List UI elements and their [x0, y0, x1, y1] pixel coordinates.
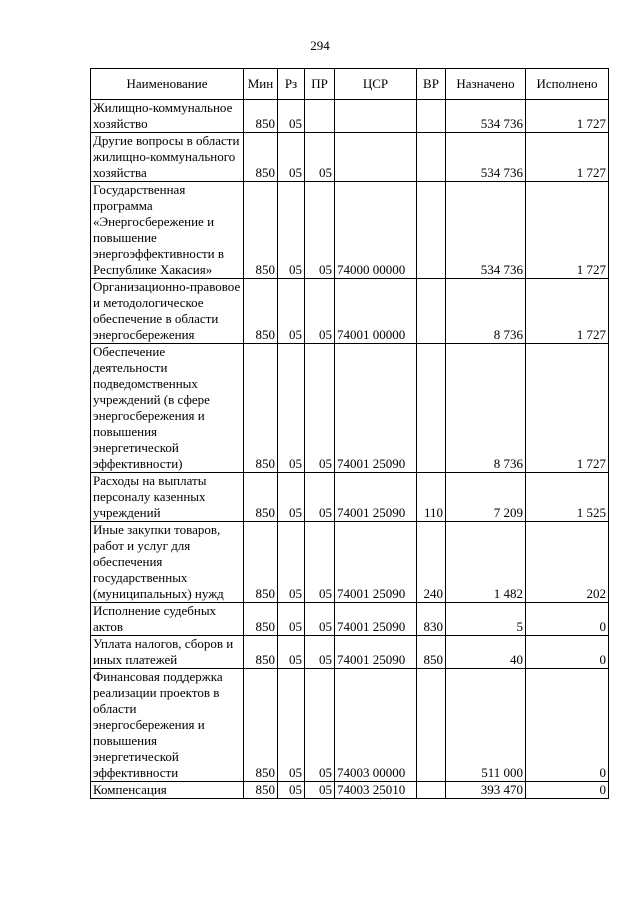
row-vr [417, 182, 446, 279]
row-rz: 05 [278, 279, 305, 344]
row-assigned: 5 [446, 603, 526, 636]
row-assigned: 393 470 [446, 782, 526, 799]
table-row [91, 603, 609, 636]
row-executed: 1 727 [526, 100, 609, 133]
row-name: Иные закупки товаров, работ и услуг для обеспечения государственных (муниципальных) нужд [91, 522, 244, 603]
row-vr [417, 100, 446, 133]
header-pr: ПР [305, 69, 335, 100]
row-min: 850 [244, 473, 278, 522]
table-row [91, 782, 609, 799]
row-csr [335, 100, 417, 133]
row-assigned: 8 736 [446, 279, 526, 344]
row-rz: 05 [278, 100, 305, 133]
row-vr [417, 133, 446, 182]
row-assigned: 534 736 [446, 133, 526, 182]
row-min: 850 [244, 522, 278, 603]
row-name: Государственная программа «Энергосбережение и повышение энергоэффективности в Республике Хакасия» [91, 182, 244, 279]
row-name: Жилищно-коммунальное хозяйство [91, 100, 244, 133]
row-name: Обеспечение деятельности подведомственных учреждений (в сфере энергосбережения и повышения энергетической эффективности) [91, 344, 244, 473]
row-pr: 05 [305, 603, 335, 636]
row-rz: 05 [278, 522, 305, 603]
row-executed: 0 [526, 782, 609, 799]
table-row [91, 182, 609, 279]
row-name: Исполнение судебных актов [91, 603, 244, 636]
row-vr: 830 [417, 603, 446, 636]
header-vr: ВР [417, 69, 446, 100]
row-vr [417, 279, 446, 344]
row-vr [417, 782, 446, 799]
row-vr [417, 669, 446, 782]
row-csr: 74001 25090 [335, 522, 417, 603]
row-pr: 05 [305, 782, 335, 799]
row-rz: 05 [278, 133, 305, 182]
table-row [91, 133, 609, 182]
row-assigned: 1 482 [446, 522, 526, 603]
row-pr: 05 [305, 636, 335, 669]
budget-table [90, 68, 609, 799]
row-min: 850 [244, 100, 278, 133]
row-executed: 0 [526, 669, 609, 782]
row-assigned: 40 [446, 636, 526, 669]
row-pr: 05 [305, 279, 335, 344]
table-row [91, 636, 609, 669]
row-min: 850 [244, 782, 278, 799]
row-name: Уплата налогов, сборов и иных платежей [91, 636, 244, 669]
header-csr: ЦСР [335, 69, 417, 100]
table-row [91, 279, 609, 344]
row-csr: 74001 00000 [335, 279, 417, 344]
row-csr: 74003 25010 [335, 782, 417, 799]
row-csr [335, 133, 417, 182]
header-rz: Рз [278, 69, 305, 100]
row-min: 850 [244, 279, 278, 344]
row-assigned: 7 209 [446, 473, 526, 522]
header-assigned: Назначено [446, 69, 526, 100]
row-csr: 74000 00000 [335, 182, 417, 279]
row-executed: 1 727 [526, 279, 609, 344]
row-vr [417, 344, 446, 473]
row-min: 850 [244, 182, 278, 279]
header-min: Мин [244, 69, 278, 100]
row-name: Другие вопросы в области жилищно-коммунального хозяйства [91, 133, 244, 182]
table-row [91, 669, 609, 782]
row-pr: 05 [305, 344, 335, 473]
header-row [91, 69, 609, 100]
row-rz: 05 [278, 182, 305, 279]
row-executed: 1 525 [526, 473, 609, 522]
table-row [91, 344, 609, 473]
row-pr: 05 [305, 133, 335, 182]
row-pr: 05 [305, 182, 335, 279]
row-rz: 05 [278, 636, 305, 669]
header-executed: Исполнено [526, 69, 609, 100]
row-min: 850 [244, 133, 278, 182]
row-vr: 850 [417, 636, 446, 669]
row-rz: 05 [278, 782, 305, 799]
row-assigned: 534 736 [446, 182, 526, 279]
row-assigned: 8 736 [446, 344, 526, 473]
row-name: Организационно-правовое и методологическое обеспечение в области энергосбережения [91, 279, 244, 344]
row-assigned: 511 000 [446, 669, 526, 782]
row-executed: 1 727 [526, 133, 609, 182]
row-rz: 05 [278, 669, 305, 782]
row-executed: 0 [526, 636, 609, 669]
row-csr: 74003 00000 [335, 669, 417, 782]
row-name: Компенсация [91, 782, 244, 799]
row-min: 850 [244, 669, 278, 782]
row-pr: 05 [305, 669, 335, 782]
header-name: Наименование [91, 69, 244, 100]
row-csr: 74001 25090 [335, 636, 417, 669]
page-number: 294 [310, 38, 330, 53]
row-rz: 05 [278, 603, 305, 636]
row-executed: 202 [526, 522, 609, 603]
row-min: 850 [244, 603, 278, 636]
row-executed: 0 [526, 603, 609, 636]
row-csr: 74001 25090 [335, 473, 417, 522]
row-rz: 05 [278, 344, 305, 473]
row-assigned: 534 736 [446, 100, 526, 133]
row-csr: 74001 25090 [335, 603, 417, 636]
row-executed: 1 727 [526, 182, 609, 279]
row-pr: 05 [305, 522, 335, 603]
row-pr: 05 [305, 473, 335, 522]
table-row [91, 522, 609, 603]
row-name: Расходы на выплаты персоналу казенных учреждений [91, 473, 244, 522]
row-executed: 1 727 [526, 344, 609, 473]
row-vr: 110 [417, 473, 446, 522]
row-rz: 05 [278, 473, 305, 522]
row-pr [305, 100, 335, 133]
row-min: 850 [244, 636, 278, 669]
row-min: 850 [244, 344, 278, 473]
table-row [91, 100, 609, 133]
row-csr: 74001 25090 [335, 344, 417, 473]
table-row [91, 473, 609, 522]
row-name: Финансовая поддержка реализации проектов в области энергосбережения и повышения энергетической эффективности [91, 669, 244, 782]
row-vr: 240 [417, 522, 446, 603]
